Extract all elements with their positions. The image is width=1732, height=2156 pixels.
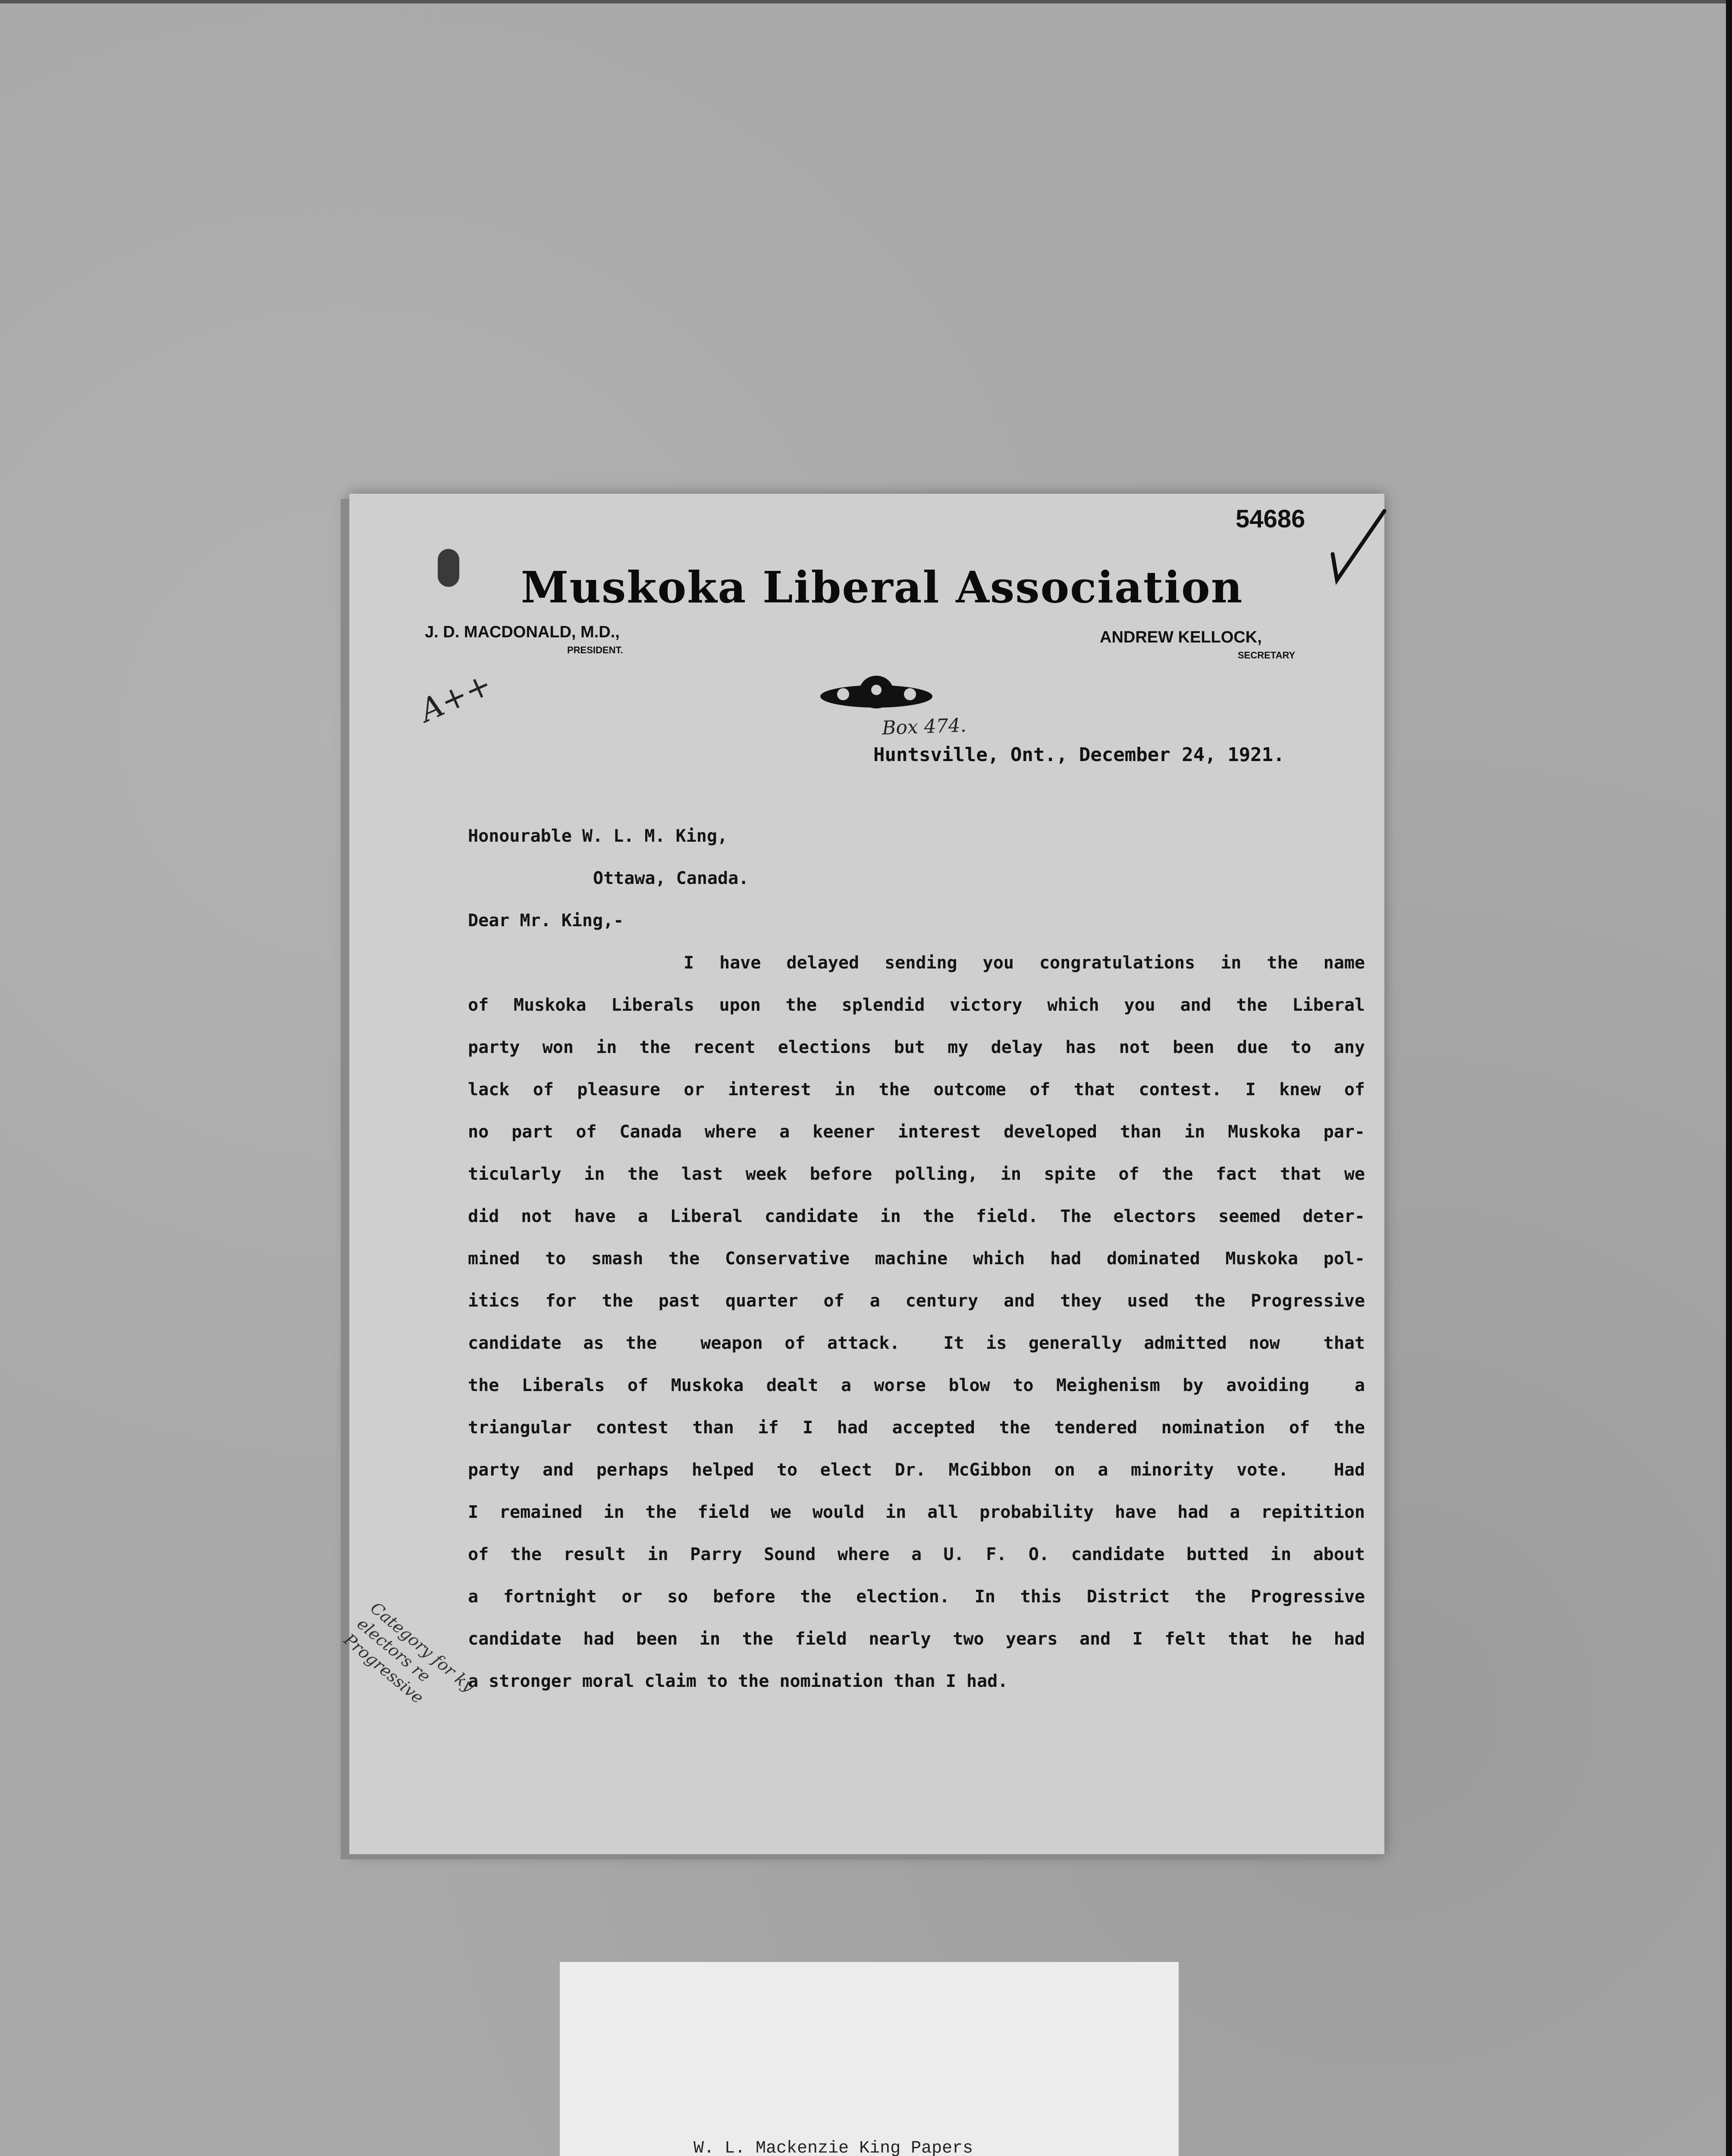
body-line: a fortnight or so before the election. In this District the Progressive [468, 1587, 1365, 1607]
reference-number: 54686 [1236, 505, 1305, 533]
letterhead-title: Muskoka Liberal Association [521, 562, 1243, 613]
label-collection-name: W. L. Mackenzie King Papers [693, 2139, 973, 2156]
salutation: Dear Mr. King,- [468, 911, 624, 931]
addressee-location: Ottawa, Canada. [593, 868, 749, 888]
frame-edge-right [1726, 0, 1732, 2156]
handwritten-margin-note: Category for ky electors re Progressive [340, 1598, 478, 1708]
body-line: mined to smash the Conservative machine which had dominated Muskoka pol- [468, 1249, 1365, 1269]
body-line: ticularly in the last week before polling, in spite of the fact that we [468, 1164, 1365, 1184]
body-line: lack of pleasure or interest in the outcome of that contest. I knew of [468, 1080, 1365, 1100]
body-line: I have delayed sending you congratulations in the name [684, 953, 1365, 973]
body-line: of Muskoka Liberals upon the splendid victory which you and the Liberal [468, 995, 1365, 1015]
body-line: I remained in the field we would in all probability have had a repitition [468, 1502, 1365, 1522]
body-line: a stronger moral claim to the nomination than I had. [468, 1671, 1008, 1691]
archive-label-card [560, 1962, 1179, 2156]
body-line: party and perhaps helped to elect Dr. McGibbon on a minority vote. Had [468, 1460, 1365, 1480]
body-line: itics for the past quarter of a century and they used the Progressive [468, 1291, 1365, 1311]
letter-body [468, 815, 1365, 1702]
frame-edge-top [0, 0, 1732, 3]
body-line: no part of Canada where a keener interest developed than in Muskoka par- [468, 1122, 1365, 1142]
handwritten-grade-mark: A++ [414, 665, 497, 729]
secretary-title: SECRETARY [1238, 650, 1296, 661]
body-line: candidate had been in the field nearly two years and I felt that he had [468, 1629, 1365, 1649]
handwritten-box-number: Box 474. [882, 714, 967, 740]
body-line: of the result in Parry Sound where a U. F. O. candidate butted in about [468, 1545, 1365, 1564]
body-line: candidate as the weapon of attack. It is generally admitted now that [468, 1333, 1365, 1353]
date-line: Huntsville, Ont., December 24, 1921. [873, 744, 1285, 766]
president-name: J. D. MACDONALD, M.D., [425, 623, 620, 641]
letter-sheet [340, 494, 1384, 1854]
body-line: did not have a Liberal candidate in the field. The electors seemed deter- [468, 1206, 1365, 1226]
president-title: PRESIDENT. [567, 645, 623, 655]
body-line: party won in the recent elections but my delay has not been due to any [468, 1037, 1365, 1057]
body-line: triangular contest than if I had accepted the tendered nomination of the [468, 1418, 1365, 1438]
ornament-icon [817, 673, 936, 718]
body-line: the Liberals of Muskoka dealt a worse blow to Meighenism by avoiding a [468, 1376, 1365, 1395]
secretary-name: ANDREW KELLOCK, [1100, 628, 1262, 646]
addressee-name: Honourable W. L. M. King, [468, 826, 728, 846]
